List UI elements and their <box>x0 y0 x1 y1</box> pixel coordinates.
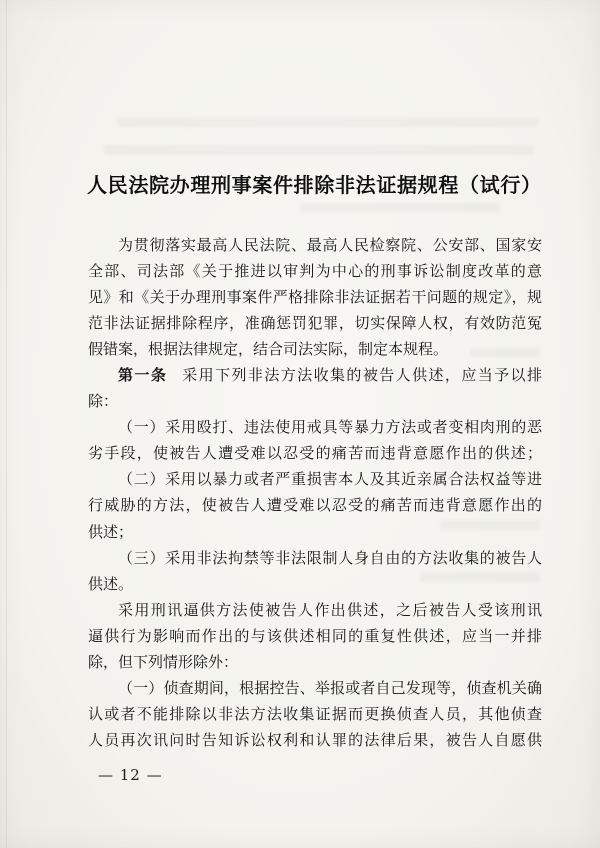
exception-item-line: 人员再次讯问时告知诉讼权利和认罪的法律后果，被告人自愿供 <box>88 730 542 749</box>
bleed-through-mark <box>104 145 534 155</box>
bleed-through-mark <box>118 118 538 127</box>
page-edge <box>6 0 7 848</box>
article-item-line: 供述； <box>88 522 134 541</box>
paragraph-line: 除，但下列情形除外： <box>88 652 239 671</box>
article-1-line: 除： <box>88 392 119 411</box>
exception-item-line: （一）侦查期间，根据控告、举报或者自己发现等，侦查机关确 <box>118 678 542 697</box>
article-1-heading-line <box>88 362 542 388</box>
preamble-line: 假错案，根据法律规定，结合司法实际，制定本规程。 <box>88 340 449 359</box>
article-item-line: （二）采用以暴力或者严重损害本人及其近亲属合法权益等进 <box>118 470 542 489</box>
page-number: — 12 — <box>98 766 163 784</box>
article-label: 第一条 <box>118 366 168 385</box>
article-item-line: 行威胁的方法，使被告人遭受难以忍受的痛苦而违背意愿作出的 <box>88 496 542 515</box>
document-body <box>88 232 542 753</box>
article-item-line: 供述。 <box>88 574 134 593</box>
preamble-line: 范非法证据排除程序，准确惩罚犯罪，切实保障人权，有效防范冤 <box>88 314 542 333</box>
paragraph-line: 逼供行为影响而作出的与该供述相同的重复性供述，应当一并排 <box>88 626 542 645</box>
document-title: 人民法院办理刑事案件排除非法证据规程（试行） <box>87 173 541 197</box>
paragraph-line: 采用刑讯逼供方法使被告人作出供述，之后被告人受该刑讯 <box>118 600 542 619</box>
preamble-line: 见》和《关于办理刑事案件严格排除非法证据若干问题的规定》，规 <box>88 288 542 307</box>
article-item-line: 劣手段，使被告人遭受难以忍受的痛苦而违背意愿作出的供述； <box>88 444 542 463</box>
exception-item-line: 认或者不能排除以非法方法收集证据而更换侦查人员，其他侦查 <box>88 704 542 723</box>
article-item-line: （三）采用非法拘禁等非法限制人身自由的方法收集的被告人 <box>118 548 542 567</box>
preamble-line: 为贯彻落实最高人民法院、最高人民检察院、公安部、国家安 <box>118 236 542 254</box>
preamble-line: 全部、司法部《关于推进以审判为中心的刑事诉讼制度改革的意 <box>88 262 542 281</box>
article-item-line: （一）采用殴打、违法使用戒具等暴力方法或者变相肉刑的恶 <box>118 418 542 437</box>
article-1-text: 采用下列非法方法收集的被告人供述，应当予以排 <box>182 366 542 385</box>
bleed-through-mark <box>300 203 500 212</box>
